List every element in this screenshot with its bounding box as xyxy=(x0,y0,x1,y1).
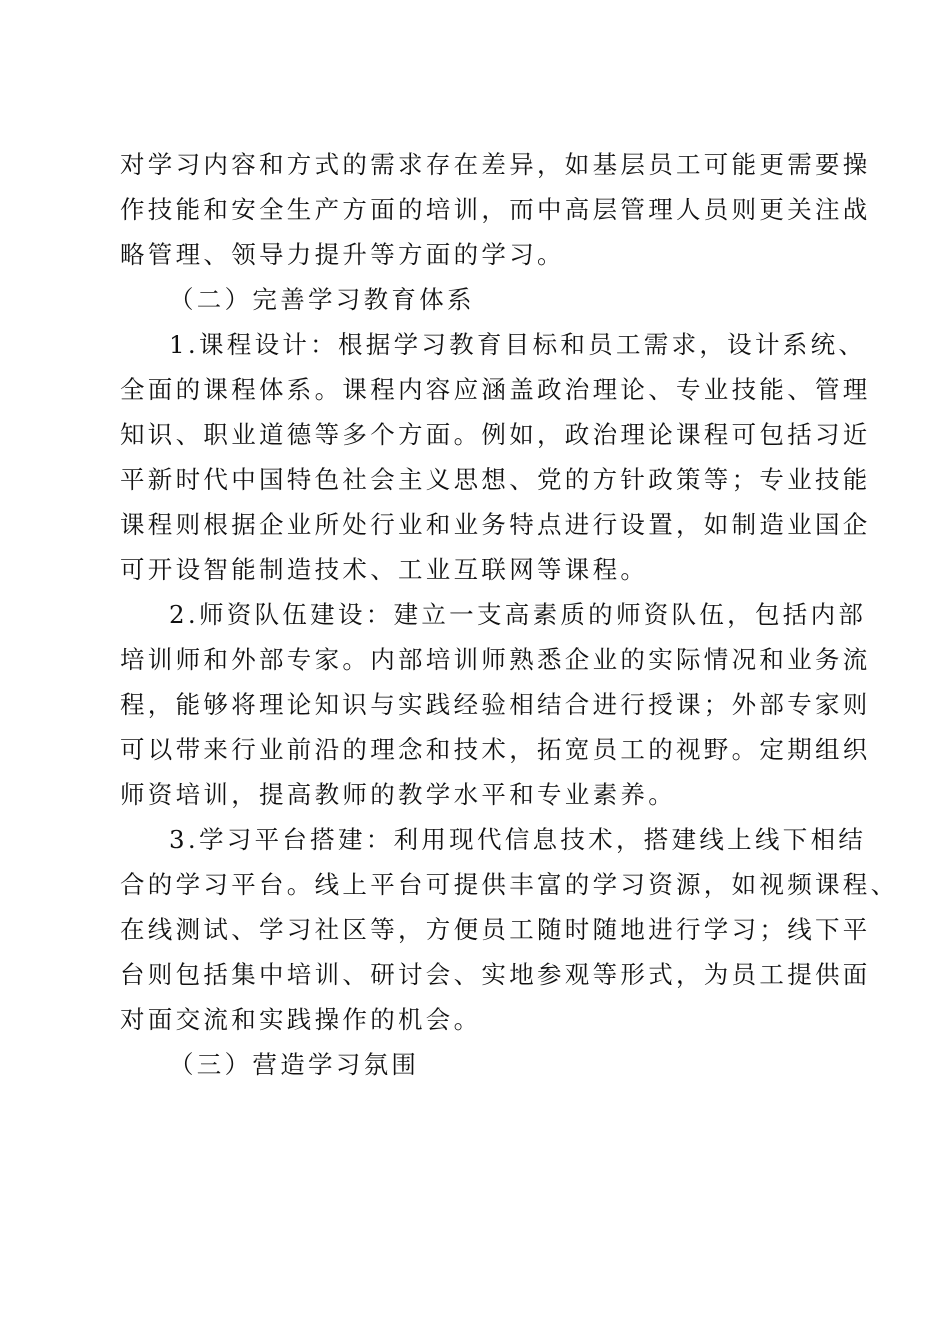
text-line: 可以带来行业前沿的理念和技术，拓宽员工的视野。定期组织 xyxy=(120,735,871,764)
section-heading: （三）营造学习氛围 xyxy=(169,1050,420,1079)
text-line: 培训师和外部专家。内部培训师熟悉企业的实际情况和业务流 xyxy=(120,645,871,674)
text-line: 台则包括集中培训、研讨会、实地参观等形式，为员工提供面 xyxy=(120,960,871,989)
text-line: 对学习内容和方式的需求存在差异，如基层员工可能更需要操 xyxy=(120,150,871,179)
text-line: 平新时代中国特色社会主义思想、党的方针政策等；专业技能 xyxy=(120,465,871,494)
text-line: 程，能够将理论知识与实践经验相结合进行授课；外部专家则 xyxy=(120,690,871,719)
document-body xyxy=(120,142,899,1087)
section-heading: （二）完善学习教育体系 xyxy=(169,285,475,314)
text-line: 合的学习平台。线上平台可提供丰富的学习资源，如视频课程、 xyxy=(120,870,899,899)
paragraph-start: 1.课程设计：根据学习教育目标和员工需求，设计系统、 xyxy=(169,330,867,359)
text-line: 略管理、领导力提升等方面的学习。 xyxy=(120,240,565,269)
text-line: 作技能和安全生产方面的培训，而中高层管理人员则更关注战 xyxy=(120,195,871,224)
text-line: 对面交流和实践操作的机会。 xyxy=(120,1005,482,1034)
paragraph-start: 2.师资队伍建设：建立一支高素质的师资队伍，包括内部 xyxy=(169,600,867,629)
text-line: 师资培训，提高教师的教学水平和专业素养。 xyxy=(120,780,676,809)
text-line: 知识、职业道德等多个方面。例如，政治理论课程可包括习近 xyxy=(120,420,871,449)
text-line: 可开设智能制造技术、工业互联网等课程。 xyxy=(120,555,649,584)
text-line: 全面的课程体系。课程内容应涵盖政治理论、专业技能、管理 xyxy=(120,375,871,404)
text-line: 在线测试、学习社区等，方便员工随时随地进行学习；线下平 xyxy=(120,915,871,944)
text-line: 课程则根据企业所处行业和业务特点进行设置，如制造业国企 xyxy=(120,510,871,539)
paragraph-start: 3.学习平台搭建：利用现代信息技术，搭建线上线下相结 xyxy=(169,825,867,854)
